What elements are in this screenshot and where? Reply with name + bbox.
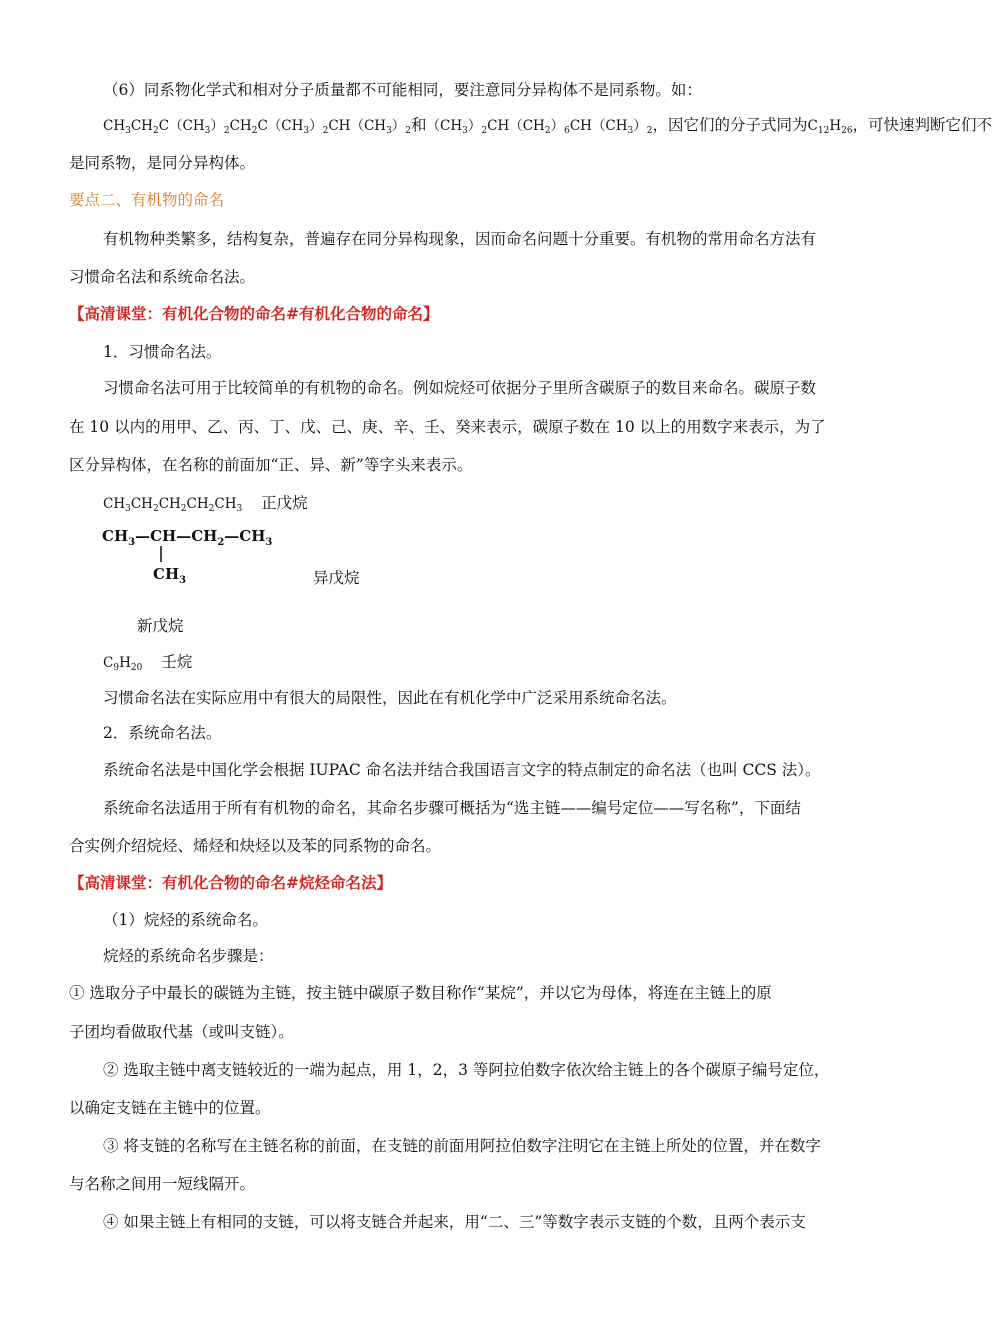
step-3-line-1: ③ 将支链的名称写在主链名称的前面，在支链的前面用阿拉伯数字注明它在主链上所处的位置，并在数字 — [103, 1137, 821, 1155]
section-2-line-2: 系统命名法适用于所有有机物的命名，其命名步骤可概括为“选主链——编号定位——写名称”，下面结 — [103, 799, 801, 817]
tail-text: ，可快速判断它们不 — [852, 116, 992, 134]
section-1-line-2: 在 10 以内的用甲、乙、丙、丁、戊、己、庚、辛、壬、癸来表示，碳原子数在 10 以上的用数字来表示，为了 — [69, 418, 826, 436]
n-pentane-formula: $CH_3CH_2CH_2CH_2CH_3$ — [103, 496, 243, 514]
formula-2: $(CH_3)_2CH(CH_2)_6CH(CH_3)_2$ — [426, 118, 653, 136]
section-1-limit: 习惯命名法在实际应用中有很大的局限性，因此在有机化学中广泛采用系统命名法。 — [103, 689, 677, 707]
nonane-formula: $C_9H_{20}$ — [103, 655, 143, 673]
example-n-pentane — [103, 492, 308, 515]
n-pentane-name: 正戊烷 — [261, 494, 308, 512]
hd-classroom-link-2[interactable]: 【高清课堂：有机化合物的命名#烷烃命名法】 — [69, 873, 392, 892]
section-2-line-1: 系统命名法是中国化学会根据 IUPAC 命名法并结合我国语言文字的特点制定的命名法（也叫 CCS 法）。 — [103, 761, 821, 779]
step-3-line-2: 与名称之间用一短线隔开。 — [69, 1175, 256, 1193]
step-2-line-1: ② 选取主链中离支链较近的一端为起点，用 1，2，3 等阿拉伯数字依次给主链上的各个碳原子编号定位， — [103, 1061, 830, 1079]
nonane-name: 壬烷 — [161, 653, 193, 671]
step-1-line-1: ① 选取分子中最长的碳链为主链，按主链中碳原子数目称作“某烷”，并以它为母体，将连在主链上的原 — [69, 984, 772, 1002]
section-1-line-1: 习惯命名法可用于比较简单的有机物的命名。例如烷烃可依据分子里所含碳原子的数目来命名。碳原子数 — [103, 379, 817, 397]
intro-line-1: 有机物种类繁多，结构复杂，普遍存在同分异构现象，因而命名问题十分重要。有机物的常用命名方法有 — [103, 230, 817, 248]
isopentane-structure — [102, 523, 302, 586]
hd-classroom-link-1[interactable]: 【高清课堂：有机化合物的命名#有机化合物的命名】 — [69, 304, 439, 323]
isopentane-main-chain: $CH_3—CH—CH_2—CH_3$ — [102, 527, 273, 548]
section-1-title: 1．习惯命名法。 — [103, 343, 222, 361]
formula-3: $C_{12}H_{26}$ — [807, 118, 853, 136]
intro-line-2: 习惯命名法和系统命名法。 — [69, 268, 256, 286]
mid-text: ，因它们的分子式同为 — [652, 116, 808, 134]
section-1-line-3: 区分异构体，在名称的前面加“正、异、新”等字头来表示。 — [69, 456, 473, 474]
section-2-title: 2．系统命名法。 — [103, 724, 222, 742]
step-1-line-2: 子团均看做取代基（或叫支链）。 — [69, 1023, 294, 1041]
neopentane-name: 新戊烷 — [137, 617, 184, 635]
section-2-line-3: 合实例介绍烷烃、烯烃和炔烃以及苯的同系物的命名。 — [69, 837, 442, 855]
formula-1: $CH_3CH_2C(CH_3)_2CH_2C(CH_3)_2CH(CH_3)_2$ — [103, 118, 412, 136]
example-nonane — [103, 651, 192, 674]
step-2-line-2: 以确定支链在主链中的位置。 — [69, 1099, 271, 1117]
paragraph-6: （6）同系物化学式和相对分子质量都不可能相同，要注意同分异构体不是同系物。如： — [103, 81, 702, 99]
alkane-title: （1）烷烃的系统命名。 — [103, 911, 268, 929]
formula-line-2: 是同系物，是同分异构体。 — [69, 154, 256, 172]
alkane-steps-intro: 烷烃的系统命名步骤是： — [103, 947, 274, 965]
step-4-line-1: ④ 如果主链上有相同的支链，可以将支链合并起来，用“二、三”等数字表示支链的个数，且两个表示支 — [103, 1213, 806, 1231]
formula-line — [103, 114, 992, 137]
section-heading-2: 要点二、有机物的命名 — [69, 191, 225, 209]
isopentane-name: 异戊烷 — [313, 569, 360, 587]
isopentane-branch: $CH_3$ — [153, 565, 187, 586]
and-text: 和 — [411, 116, 427, 134]
